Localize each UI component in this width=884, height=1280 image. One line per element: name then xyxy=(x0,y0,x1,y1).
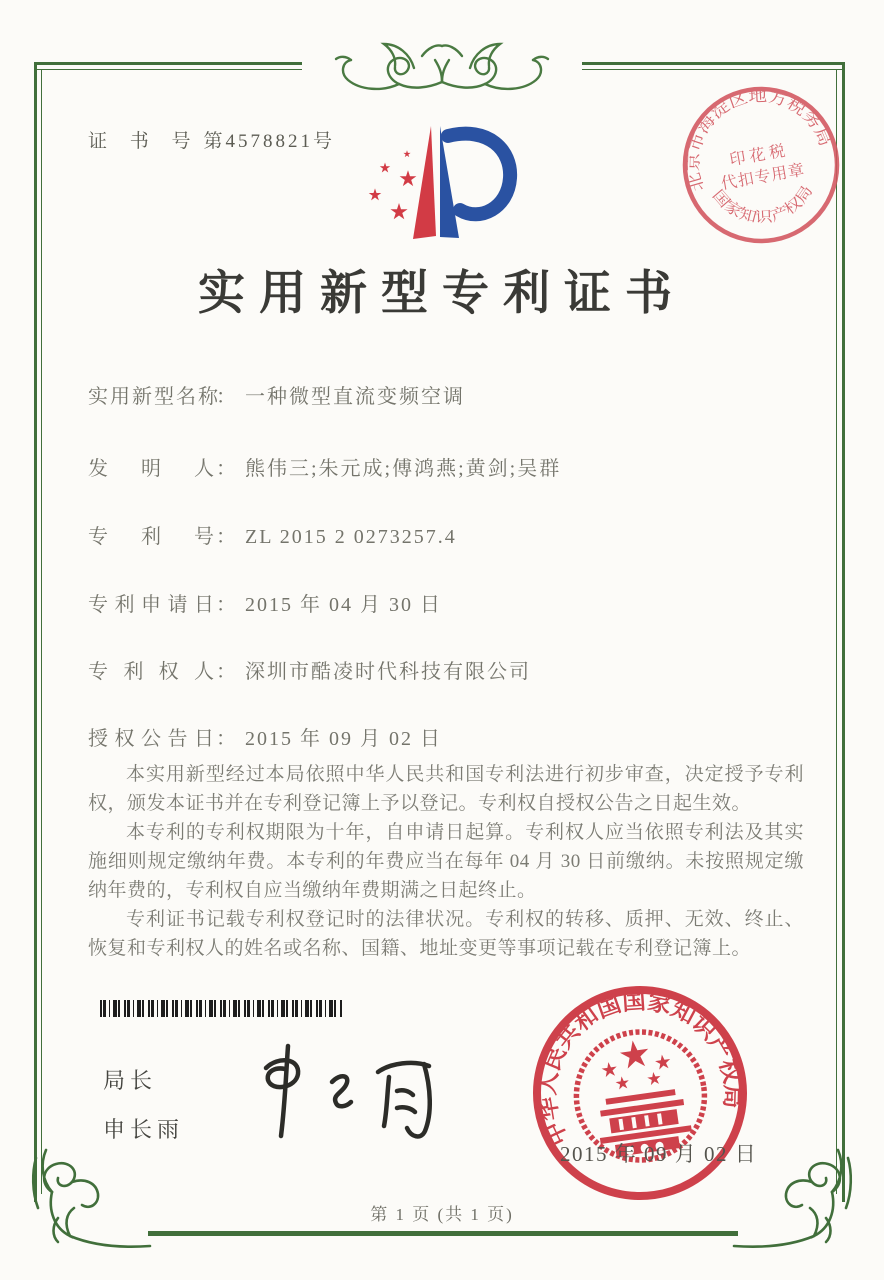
field-label: 专利号 xyxy=(88,526,216,548)
border-top-thick-right xyxy=(582,62,845,65)
director-title: 局长 xyxy=(103,1068,158,1093)
top-border-ornament xyxy=(302,26,582,100)
barcode xyxy=(100,1000,342,1017)
cnipa-logo-icon xyxy=(328,118,568,258)
field-value: 一种微型直流变频空调 xyxy=(245,386,465,408)
field-value: 熊伟三;朱元成;傅鸿燕;黄剑;吴群 xyxy=(245,458,562,480)
legal-paragraph-3: 专利证书记载专利权登记时的法律状况。专利权的转移、质押、无效、终止、恢复和专利权人的姓名或名称、国籍、地址变更等事项记载在专利登记簿上。 xyxy=(88,909,804,959)
tax-seal-center-line1: 印花税 xyxy=(728,142,791,170)
grant-date-stamp: 2015 年 09 月 02 日 xyxy=(560,1142,758,1166)
legal-text-block xyxy=(88,760,804,963)
office-seal-ring-text: 中华人民共和国国家知识产权局 xyxy=(534,988,746,1150)
page-footer: 第 1 页 (共 1 页) xyxy=(370,1205,514,1224)
field-label: 专利申请日 xyxy=(88,594,216,616)
field-inventors xyxy=(88,452,561,481)
border-left-thick xyxy=(34,62,37,1202)
director-signature-icon xyxy=(228,1032,458,1150)
tax-seal-center-line2: 代扣专用章 xyxy=(719,161,807,194)
field-patent-number xyxy=(88,520,457,549)
border-top-thin-left xyxy=(34,69,302,70)
field-value: ZL 2015 2 0273257.4 xyxy=(245,526,457,548)
border-top-thick-left xyxy=(34,62,302,65)
legal-paragraph-1: 本实用新型经过本局依照中华人民共和国专利法进行初步审查，决定授予专利权，颁发本证书并在专利登记簿上予以登记。专利权自授权公告之日起生效。 xyxy=(88,764,804,814)
stamp-tax-seal xyxy=(676,80,846,250)
field-filing-date xyxy=(88,588,442,617)
tax-seal-ring-bottom-text: 国家知识产权局 xyxy=(708,185,815,227)
signature-block xyxy=(103,1064,184,1162)
field-value: 深圳市酷凌时代科技有限公司 xyxy=(245,661,531,683)
certificate-title: 实用新型专利证书 xyxy=(198,268,686,320)
certificate-number-label: 证 书 号 xyxy=(88,131,200,152)
border-bottom-rule xyxy=(148,1231,738,1236)
field-grant-announcement-date xyxy=(88,722,442,751)
border-top-thin-right xyxy=(582,69,845,70)
border-left-thin xyxy=(41,69,42,1194)
field-colon: ： xyxy=(216,458,238,480)
field-label: 专利权人 xyxy=(88,661,216,683)
legal-paragraph-2: 本专利的专利权期限为十年，自申请日起算。专利权人应当依照专利法及其实施细则规定缴纳年费。本专利的年费应当在每年 04 月 30 日前缴纳。未按照规定缴纳年费的，专利权自应当缴纳年费期满之日起终止。 xyxy=(88,822,804,901)
field-label: 实用新型名称 xyxy=(88,386,220,408)
field-label: 发明人 xyxy=(88,458,216,480)
tax-seal-ring-top-text: 北京市海淀区地方税务局 xyxy=(685,88,833,194)
field-value: 2015 年 04 月 30 日 xyxy=(245,594,442,616)
director-name: 申长雨 xyxy=(103,1117,185,1142)
field-colon: ： xyxy=(216,526,238,548)
field-colon: ： xyxy=(216,661,238,683)
field-label: 授权公告日 xyxy=(88,728,216,750)
cnipa-office-seal xyxy=(525,978,758,1208)
field-patentee xyxy=(88,655,531,684)
field-colon: ： xyxy=(216,728,238,750)
field-colon: ： xyxy=(216,386,238,408)
certificate-number-value: 第4578821号 xyxy=(203,131,336,152)
field-value: 2015 年 09 月 02 日 xyxy=(245,728,442,750)
field-utility-model-name xyxy=(88,380,465,409)
field-colon: ： xyxy=(216,594,238,616)
certificate-number xyxy=(88,126,335,153)
